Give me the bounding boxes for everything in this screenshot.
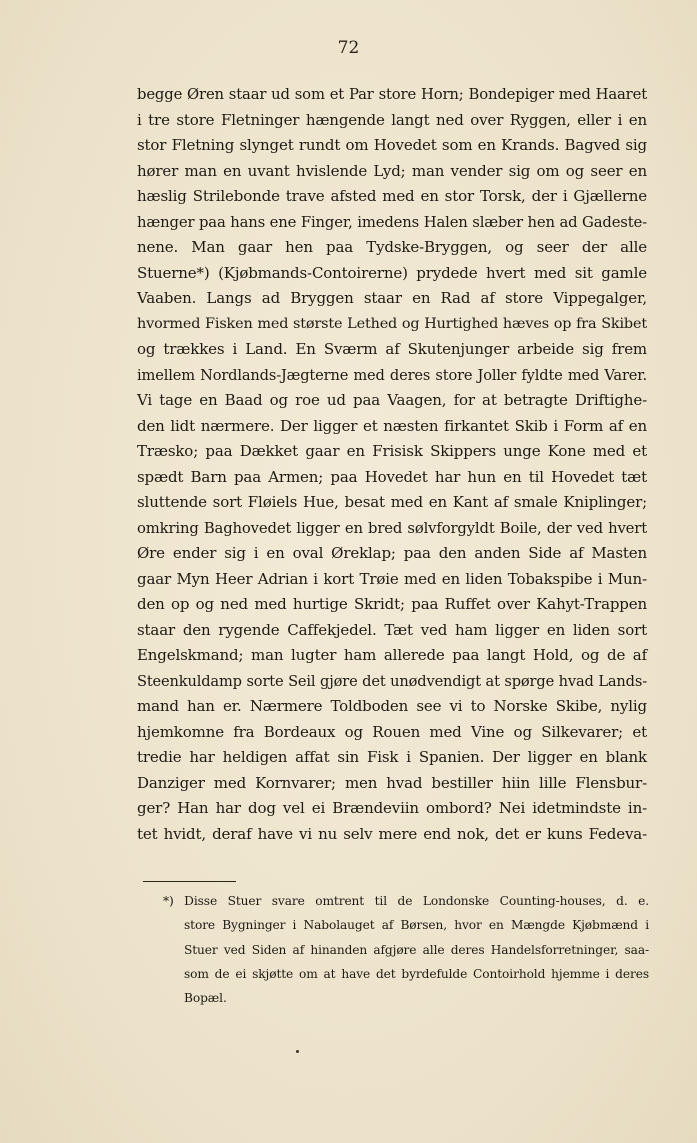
footnote-line: som de ei skjøtte om at have det byrdefulde Contoirhold hjemme i deres: [184, 966, 649, 981]
text-line: nene. Man gaar hen paa Tydske-Bryggen, og seer der alle: [137, 238, 647, 256]
text-line: Øre ender sig i en oval Øreklap; paa den anden Side af Masten: [137, 544, 647, 562]
text-line: og trækkes i Land. En Sværm af Skutenjunger arbeide sig frem: [137, 340, 647, 358]
text-line: Vi tage en Baad og roe ud paa Vaagen, for at betragte Driftighe-: [137, 391, 647, 409]
footnote-line: Stuer ved Siden af hinanden afgjøre alle deres Handelsforretninger, saa-: [184, 942, 649, 957]
text-line: den op og ned med hurtige Skridt; paa Ruffet over Kahyt-Trappen: [137, 595, 647, 613]
text-line: begge Øren staar ud som et Par store Horn; Bondepiger med Haaret: [137, 86, 647, 103]
footnote-rule: [143, 881, 236, 882]
footnote-line: store Bygninger i Nabolauget af Børsen, hvor en Mængde Kjøbmænd i: [184, 918, 649, 933]
text-line: stor Fletning slynget rundt om Hovedet som en Krands. Bagved sig: [137, 136, 647, 154]
text-line: Engelskmand; man lugter ham allerede paa langt Hold, og de af: [137, 646, 647, 664]
text-line: Danziger med Kornvarer; men hvad bestiller hiin lille Flensbur-: [137, 773, 647, 792]
text-line: hvormed Fisken med største Lethed og Hurtighed hæves op fra Skibet: [137, 315, 647, 332]
text-line: staar den rygende Caffekjedel. Tæt ved ham ligger en liden sort: [137, 620, 647, 639]
text-line: gaar Myn Heer Adrian i kort Trøie med en liden Tobakspibe i Mun-: [137, 569, 647, 588]
page-number: 72: [337, 38, 360, 58]
text-line: tet hvidt, deraf have vi nu selv mere end nok, det er kuns Fedeva-: [137, 824, 647, 843]
body-text: [137, 82, 647, 847]
text-line: sluttende sort Fløiels Hue, besat med en Kant af smale Kniplinger;: [137, 493, 647, 511]
text-line: Træsko; paa Dækket gaar en Frisisk Skippers unge Kone med et: [137, 442, 647, 460]
text-line: Vaaben. Langs ad Bryggen staar en Rad af store Vippegalger,: [137, 289, 647, 307]
footnote-line: *) Disse Stuer svare omtrent til de Londonske Counting-houses, d. e.: [163, 894, 649, 908]
footnote-line: Bopæl.: [184, 991, 227, 1006]
text-line: Stuerne*) (Kjøbmands-Contoirerne) prydede hvert med sit gamle: [137, 263, 647, 282]
text-line: ger? Han har dog vel ei Brændeviin ombord? Nei idetmindste in-: [137, 799, 647, 817]
text-line: tredie har heldigen affat sin Fisk i Spanien. Der ligger en blank: [137, 748, 647, 766]
footnote: [163, 889, 649, 1010]
text-line: Steenkuldamp sorte Seil gjøre det unødvendigt at spørge hvad Lands-: [137, 672, 647, 690]
text-line: hører man en uvant hvislende Lyd; man vender sig om og seer en: [137, 161, 647, 180]
text-line: hænger paa hans ene Finger, imedens Halen slæber hen ad Gadeste-: [137, 213, 647, 231]
text-line: spædt Barn paa Armen; paa Hovedet har hun en til Hovedet tæt: [137, 467, 647, 486]
text-line: hjemkomne fra Bordeaux og Rouen med Vine og Silkevarer; et: [137, 722, 647, 741]
text-line: hæslig Strilebonde trave afsted med en stor Torsk, der i Gjællerne: [137, 187, 647, 205]
text-line: den lidt nærmere. Der ligger et næsten firkantet Skib i Form af en: [137, 416, 647, 435]
text-line: imellem Nordlands-Jægterne med deres store Joller fyldte med Varer.: [137, 366, 647, 384]
text-line: mand han er. Nærmere Toldboden see vi to Norske Skibe, nylig: [137, 697, 647, 715]
text-line: omkring Baghovedet ligger en bred sølvforgyldt Boile, der ved hvert: [137, 519, 647, 537]
paper-speck: [296, 1050, 299, 1053]
text-line: i tre store Fletninger hængende langt ned over Ryggen, eller i en: [137, 110, 647, 129]
